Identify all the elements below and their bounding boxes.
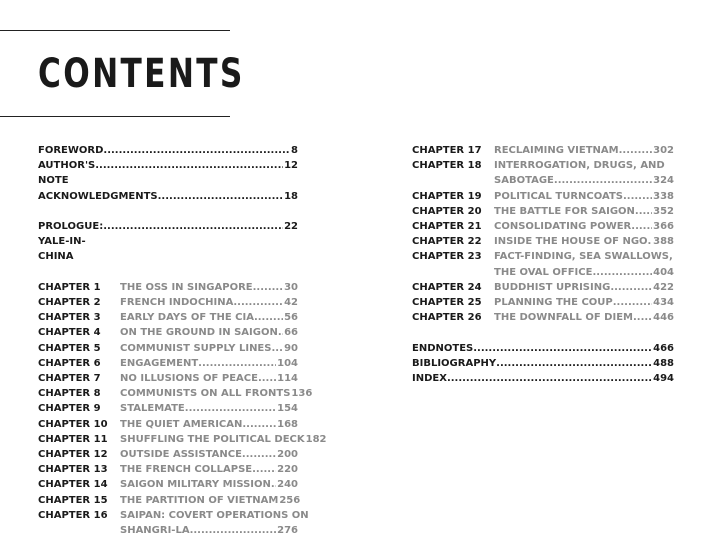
chapter-title-line1: FACT-FINDING, SEA SWALLOWS, xyxy=(494,251,673,263)
chapter-page: 104 xyxy=(277,357,298,369)
chapter-page: 422 xyxy=(653,281,674,293)
chapter-title: EARLY DAYS OF THE CIA xyxy=(120,312,254,324)
dot-leader xyxy=(619,143,653,158)
toc-entry-chapter[interactable] xyxy=(412,143,674,158)
chapter-number: CHAPTER 3 xyxy=(38,312,101,324)
entry-name: ACKNOWLEDGMENTS xyxy=(38,190,158,202)
chapter-title-line1: INTERROGATION, DRUGS, AND xyxy=(494,160,665,172)
chapter-page: 154 xyxy=(277,403,298,415)
toc-entry-prologue[interactable] xyxy=(38,219,298,265)
dot-leader xyxy=(631,219,652,234)
chapter-title-line2: THE OVAL OFFICE xyxy=(494,266,593,278)
toc-entry-chapter[interactable] xyxy=(412,249,674,279)
toc-entry-chapter[interactable] xyxy=(38,341,298,356)
chapter-number: CHAPTER 19 xyxy=(412,190,482,202)
chapter-number: CHAPTER 4 xyxy=(38,327,101,339)
dot-leader xyxy=(613,295,652,310)
chapter-title: THE PARTITION OF VIETNAM xyxy=(120,494,279,506)
chapter-number: CHAPTER 8 xyxy=(38,388,101,400)
dot-leader xyxy=(473,341,652,356)
dot-leader xyxy=(554,173,652,188)
chapter-number: CHAPTER 26 xyxy=(412,312,482,324)
chapter-title: THE DOWNFALL OF DIEM xyxy=(494,312,633,324)
spacer xyxy=(412,325,674,340)
chapter-title-line1: SAIPAN: COVERT OPERATIONS ON xyxy=(120,509,309,521)
dot-leader xyxy=(258,371,276,386)
toc-entry-acknowledgments[interactable] xyxy=(38,189,298,204)
chapter-title: ENGAGEMENT xyxy=(120,357,199,369)
dot-leader xyxy=(610,280,652,295)
dot-leader xyxy=(233,295,283,310)
chapter-page: 434 xyxy=(653,297,674,309)
chapter-page: 42 xyxy=(284,297,298,308)
chapter-page: 404 xyxy=(653,266,674,278)
chapter-title: OUTSIDE ASSISTANCE xyxy=(120,449,242,461)
spacer xyxy=(38,204,298,219)
chapter-page: 256 xyxy=(279,494,301,506)
toc-entry-chapter[interactable] xyxy=(412,234,674,249)
chapter-number: CHAPTER 16 xyxy=(38,509,108,521)
dot-leader xyxy=(103,219,283,234)
chapter-number: CHAPTER 7 xyxy=(38,373,101,385)
entry-page: 466 xyxy=(653,342,674,354)
chapter-page: 324 xyxy=(653,175,674,187)
chapter-number: CHAPTER 18 xyxy=(412,160,482,172)
entry-name: BIBLIOGRAPHY xyxy=(412,357,497,369)
chapter-number: CHAPTER 2 xyxy=(38,297,101,308)
toc-entry-chapter[interactable] xyxy=(38,356,298,371)
dot-leader xyxy=(242,417,276,432)
entry-page: 494 xyxy=(653,373,674,385)
chapter-page: 302 xyxy=(653,145,674,156)
chapter-number: CHAPTER 21 xyxy=(412,221,482,233)
dot-leader xyxy=(635,204,652,219)
dot-leader xyxy=(253,280,283,295)
dot-leader xyxy=(242,447,276,462)
chapter-page: 56 xyxy=(284,312,298,324)
toc-entry-chapter[interactable] xyxy=(38,447,298,462)
toc-entry-chapter[interactable] xyxy=(38,371,298,386)
chapter-page: 168 xyxy=(277,418,298,430)
chapter-title-line2: SABOTAGE xyxy=(494,175,554,187)
toc-entry-chapter[interactable] xyxy=(412,295,674,310)
chapter-number: CHAPTER 1 xyxy=(38,281,101,293)
chapter-page: 220 xyxy=(277,464,298,476)
toc-entry-bibliography[interactable] xyxy=(412,356,674,371)
toc-entry-chapter[interactable] xyxy=(38,493,301,508)
chapter-page: 240 xyxy=(277,479,298,491)
chapter-number: CHAPTER 24 xyxy=(412,281,482,293)
chapter-title: ON THE GROUND IN SAIGON xyxy=(120,327,278,339)
page-title: CONTENTS xyxy=(38,51,245,97)
entry-page: 8 xyxy=(291,145,298,156)
chapter-number: CHAPTER 10 xyxy=(38,418,108,430)
chapter-number: CHAPTER 20 xyxy=(412,205,482,217)
chapter-title: RECLAIMING VIETNAM xyxy=(494,145,619,156)
toc-entry-foreword[interactable] xyxy=(38,143,298,158)
toc-entry-endnotes[interactable] xyxy=(412,341,674,356)
chapter-title: THE QUIET AMERICAN xyxy=(120,418,243,430)
chapter-title: COMMUNIST SUPPLY LINES xyxy=(120,342,272,354)
chapter-number: CHAPTER 12 xyxy=(38,449,108,461)
entry-name: FOREWORD xyxy=(38,145,104,156)
chapter-title: STALEMATE xyxy=(120,403,185,415)
toc-entry-index[interactable] xyxy=(412,371,674,386)
toc-entry-chapter[interactable] xyxy=(38,477,298,492)
entry-name: AUTHOR'S NOTE xyxy=(38,160,96,187)
chapter-title: THE BATTLE FOR SAIGON xyxy=(494,205,635,217)
toc-entry-chapter[interactable] xyxy=(38,386,313,401)
chapter-title: PLANNING THE COUP xyxy=(494,297,613,309)
dot-leader xyxy=(254,310,283,325)
toc-entry-chapter[interactable] xyxy=(38,432,327,447)
title-underline xyxy=(0,116,230,117)
toc-left-column xyxy=(38,143,327,538)
chapter-number: CHAPTER 11 xyxy=(38,433,108,445)
chapter-number: CHAPTER 13 xyxy=(38,464,108,476)
chapter-page: 136 xyxy=(291,388,313,400)
chapter-title: POLITICAL TURNCOATS xyxy=(494,190,623,202)
chapter-page: 182 xyxy=(305,433,327,445)
toc-entry-chapter[interactable] xyxy=(38,310,298,325)
chapter-title: SHUFFLING THE POLITICAL DECK xyxy=(120,433,305,445)
toc-entry-chapter[interactable] xyxy=(412,310,674,325)
entry-page: 488 xyxy=(653,357,674,369)
dot-leader xyxy=(271,341,283,356)
dot-leader xyxy=(496,356,652,371)
chapter-page: 66 xyxy=(284,327,298,339)
chapter-number: CHAPTER 22 xyxy=(412,236,482,248)
chapter-number: CHAPTER 25 xyxy=(412,297,482,309)
chapter-title: FRENCH INDOCHINA xyxy=(120,297,234,308)
chapter-title: COMMUNISTS ON ALL FRONTS xyxy=(120,388,291,400)
toc-entry-chapter[interactable] xyxy=(412,158,674,188)
dot-leader xyxy=(103,143,290,158)
spacer xyxy=(38,265,298,280)
chapter-number: CHAPTER 14 xyxy=(38,479,108,491)
chapter-page: 114 xyxy=(277,373,298,385)
toc-entry-chapter[interactable] xyxy=(38,508,309,538)
toc-entry-chapter[interactable] xyxy=(412,204,674,219)
dot-leader xyxy=(447,371,652,386)
chapter-title: INSIDE THE HOUSE OF NGO xyxy=(494,236,648,248)
entry-name: ENDNOTES xyxy=(412,342,474,354)
chapter-title: SAIGON MILITARY MISSION xyxy=(120,479,271,491)
chapter-page: 338 xyxy=(653,190,674,202)
dot-leader xyxy=(633,310,652,325)
toc-entry-chapter[interactable] xyxy=(38,401,298,416)
dot-leader xyxy=(252,462,276,477)
toc-entry-chapter[interactable] xyxy=(412,280,674,295)
toc-entry-chapter[interactable] xyxy=(38,417,298,432)
dot-leader xyxy=(158,189,283,204)
chapter-number: CHAPTER 9 xyxy=(38,403,101,415)
chapter-number: CHAPTER 23 xyxy=(412,251,482,263)
chapter-page: 200 xyxy=(277,449,298,461)
dot-leader xyxy=(95,158,283,173)
chapter-page: 30 xyxy=(284,281,298,293)
chapter-title: BUDDHIST UPRISING xyxy=(494,281,611,293)
chapter-page: 366 xyxy=(653,221,674,233)
entry-name: PROLOGUE: YALE-IN-CHINA xyxy=(38,221,104,263)
entry-page: 22 xyxy=(284,221,298,232)
dot-leader xyxy=(592,265,652,280)
toc-entry-chapter[interactable] xyxy=(412,219,674,234)
toc-right-column xyxy=(412,143,674,386)
top-rule xyxy=(0,30,230,31)
entry-name: INDEX xyxy=(412,373,447,385)
chapter-page: 90 xyxy=(284,342,298,354)
dot-leader xyxy=(185,401,276,416)
toc-entry-authors-note[interactable] xyxy=(38,158,298,188)
toc-entry-chapter[interactable] xyxy=(38,325,298,340)
toc-entry-chapter[interactable] xyxy=(412,189,674,204)
toc-entry-chapter[interactable] xyxy=(38,295,298,310)
dot-leader xyxy=(190,523,277,538)
chapter-number: CHAPTER 17 xyxy=(412,145,482,156)
entry-page: 18 xyxy=(284,190,298,202)
dot-leader xyxy=(198,356,276,371)
toc-entry-chapter[interactable] xyxy=(38,280,298,295)
chapter-page: 276 xyxy=(277,525,298,537)
chapter-number: CHAPTER 6 xyxy=(38,357,101,369)
chapter-title: THE OSS IN SINGAPORE xyxy=(120,281,253,293)
chapter-title: CONSOLIDATING POWER xyxy=(494,221,632,233)
chapter-page: 352 xyxy=(653,205,674,217)
entry-page: 12 xyxy=(284,160,298,172)
chapter-page: 388 xyxy=(653,236,674,248)
chapter-page: 446 xyxy=(653,312,674,324)
chapter-number: CHAPTER 5 xyxy=(38,342,101,354)
chapter-number: CHAPTER 15 xyxy=(38,494,108,506)
dot-leader xyxy=(623,189,652,204)
toc-entry-chapter[interactable] xyxy=(38,462,298,477)
chapter-title: NO ILLUSIONS OF PEACE xyxy=(120,373,258,385)
chapter-title: THE FRENCH COLLAPSE xyxy=(120,464,253,476)
chapter-title-line2: SHANGRI-LA xyxy=(120,525,190,537)
